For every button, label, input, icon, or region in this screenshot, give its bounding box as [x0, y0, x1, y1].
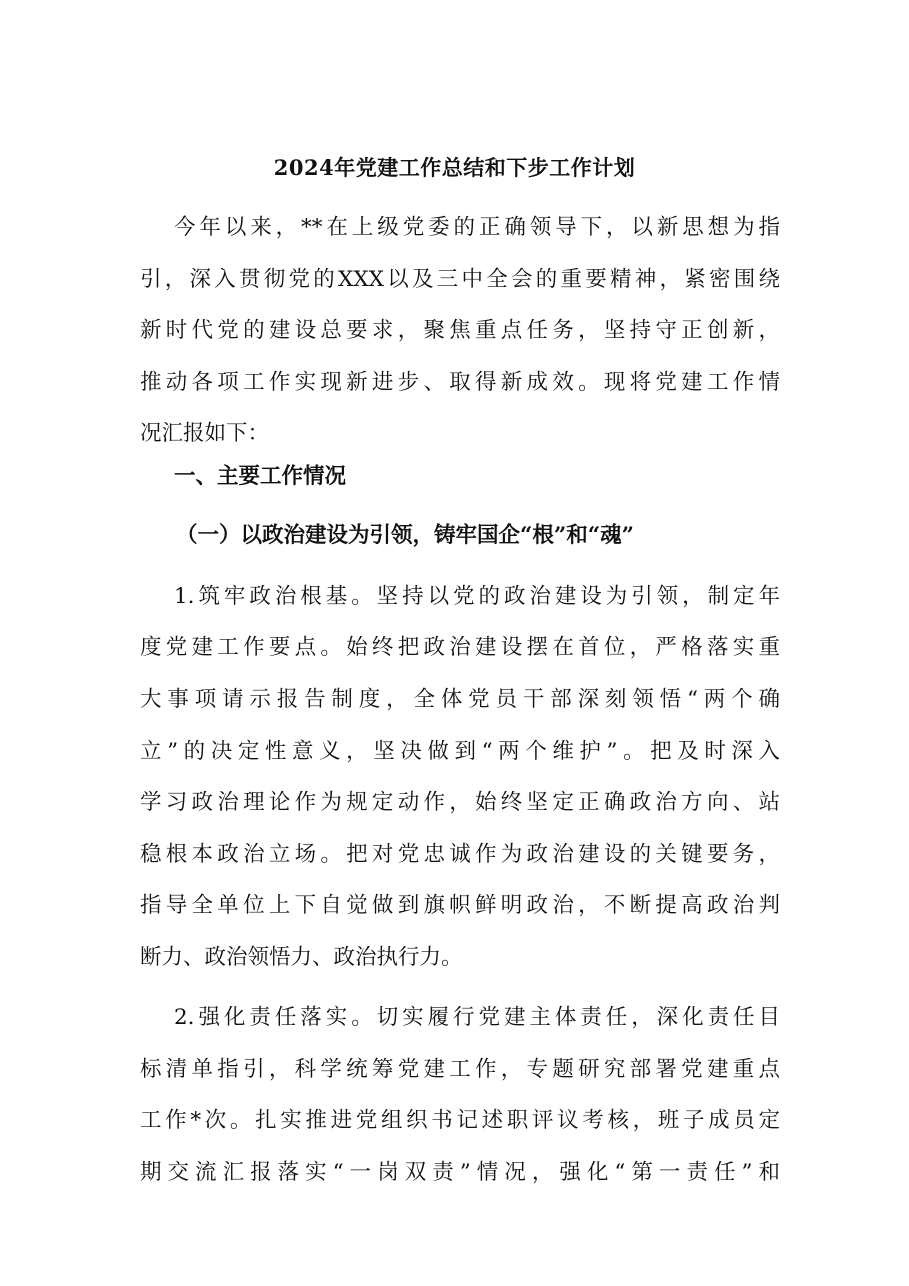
- intro-line-1: 今年以来，**在上级党委的正确领导下，以新思想为指: [174, 215, 780, 240]
- para2-line-2: 标清单指引，科学统筹党建工作，专题研究部署党建重点: [140, 1057, 780, 1082]
- subsection-heading: （一）以政治建设为引领，铸牢国企“根”和“魂”: [176, 523, 634, 548]
- para1-line-2: 度党建工作要点。始终把政治建设摆在首位，严格落实重: [140, 635, 780, 660]
- para2-line-1: 2.强化责任落实。切实履行党建主体责任，深化责任目: [174, 1005, 780, 1030]
- intro-line-2: 引，深入贯彻党的XXX以及三中全会的重要精神，紧密围绕: [140, 267, 780, 292]
- para1-line-8: 断力、政治领悟力、政治执行力。: [140, 945, 463, 970]
- para2-line-3: 工作*次。扎实推进党组织书记述职评议考核，班子成员定: [140, 1108, 780, 1133]
- section-heading: 一、主要工作情况: [174, 464, 347, 489]
- para1-line-4: 立”的决定性意义，坚决做到“两个维护”。把及时深入: [140, 739, 780, 764]
- para1-line-5: 学习政治理论作为规定动作，始终坚定正确政治方向、站: [140, 790, 780, 815]
- para2-line-4: 期交流汇报落实“一岗双责”情况，强化“第一责任”和: [140, 1160, 780, 1185]
- para1-line-1: 1.筑牢政治根基。坚持以党的政治建设为引领，制定年: [174, 584, 780, 609]
- intro-line-3: 新时代党的建设总要求，聚焦重点任务，坚持守正创新，: [140, 318, 780, 343]
- intro-line-5: 况汇报如下：: [140, 421, 270, 446]
- para1-line-3: 大事项请示报告制度，全体党员干部深刻领悟“两个确: [140, 687, 780, 712]
- document-title: 2024年党建工作总结和下步工作计划: [273, 155, 636, 180]
- para1-line-7: 指导全单位上下自觉做到旗帜鲜明政治，不断提高政治判: [140, 893, 780, 918]
- para1-line-6: 稳根本政治立场。把对党忠诚作为政治建设的关键要务，: [140, 842, 780, 867]
- intro-line-4: 推动各项工作实现新进步、取得新成效。现将党建工作情: [140, 370, 780, 395]
